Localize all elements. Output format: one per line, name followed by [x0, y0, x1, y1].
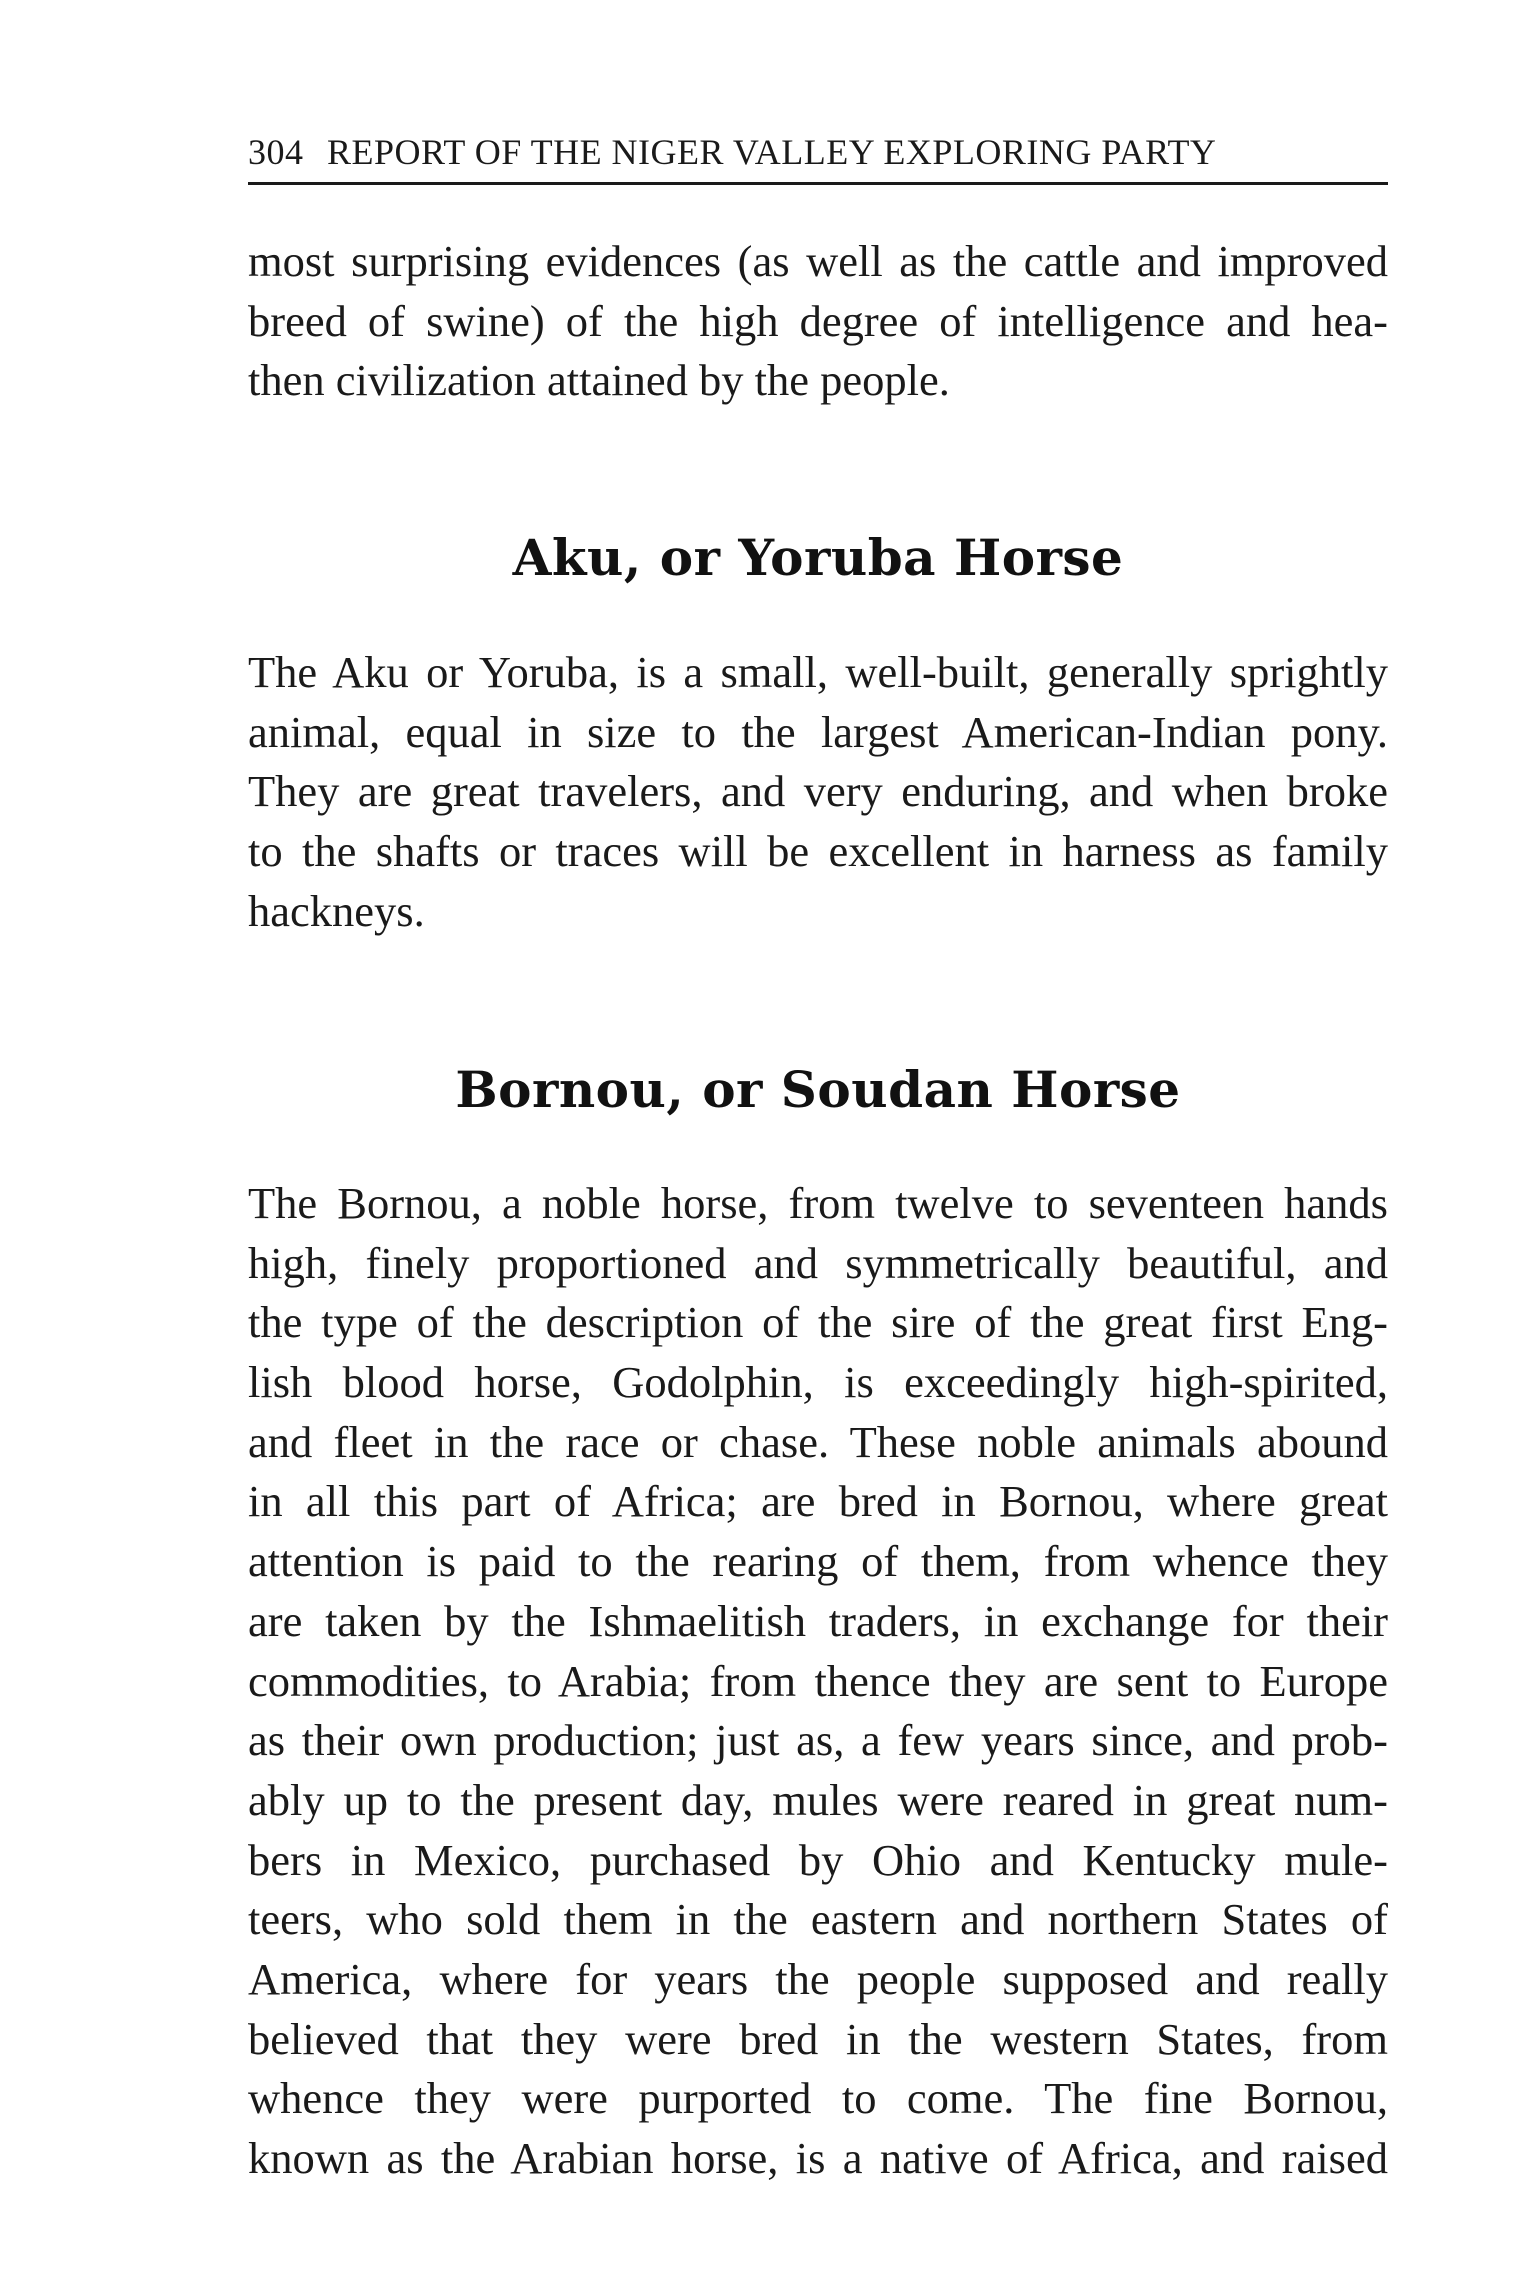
text-line: America, where for years the people supposed and really	[248, 1953, 1388, 2004]
text-line: to the shafts or traces will be excellent in harness as family	[248, 826, 1388, 877]
text-line: They are great travelers, and very enduring, and when broke	[248, 766, 1388, 817]
text-line: and fleet in the race or chase. These noble animals abound	[248, 1416, 1388, 1467]
bornou-paragraph	[248, 1174, 1388, 2189]
section-heading-bornou: Bornou, or Soudan Horse	[455, 1060, 1181, 1119]
running-head	[248, 122, 1388, 185]
text-line: The Bornou, a noble horse, from twelve to seventeen hands	[248, 1178, 1388, 1228]
text-line: then civilization attained by the people.	[248, 355, 950, 406]
intro-paragraph	[248, 232, 1388, 411]
text-line: attention is paid to the rearing of them, from whence they	[248, 1536, 1388, 1587]
running-title: REPORT OF THE NIGER VALLEY EXPLORING PARTY	[327, 132, 1217, 172]
aku-paragraph	[248, 643, 1388, 941]
text-line: as their own production; just as, a few years since, and prob-	[248, 1715, 1388, 1766]
text-line: most surprising evidences (as well as the cattle and improved	[248, 236, 1388, 286]
text-line: commodities, to Arabia; from thence they are sent to Europe	[248, 1655, 1388, 1706]
text-line: teers, who sold them in the eastern and northern States of	[248, 1894, 1388, 1945]
text-line: animal, equal in size to the largest American-Indian pony.	[248, 706, 1388, 757]
page-number: 304	[248, 132, 304, 172]
text-line: in all this part of Africa; are bred in Bornou, where great	[248, 1476, 1388, 1527]
text-line: breed of swine) of the high degree of intelligence and hea-	[248, 295, 1388, 346]
text-line: believed that they were bred in the western States, from	[248, 2013, 1388, 2064]
text-line: hackneys.	[248, 885, 425, 936]
section-heading-aku: Aku, or Yoruba Horse	[512, 528, 1124, 587]
text-line: are taken by the Ishmaelitish traders, in exchange for their	[248, 1595, 1388, 1646]
text-line: The Aku or Yoruba, is a small, well-built, generally sprightly	[248, 647, 1388, 697]
text-line: high, finely proportioned and symmetrically beautiful, and	[248, 1237, 1388, 1288]
text-line: lish blood horse, Godolphin, is exceedingly high-spirited,	[248, 1357, 1388, 1408]
text-line: bers in Mexico, purchased by Ohio and Kentucky mule-	[248, 1834, 1388, 1885]
text-line: known as the Arabian horse, is a native of Africa, and raised	[248, 2133, 1388, 2183]
text-line: whence they were purported to come. The fine Bornou,	[248, 2073, 1388, 2124]
text-line: the type of the description of the sire of the great first Eng-	[248, 1297, 1388, 1348]
text-line: ably up to the present day, mules were reared in great num-	[248, 1774, 1388, 1825]
